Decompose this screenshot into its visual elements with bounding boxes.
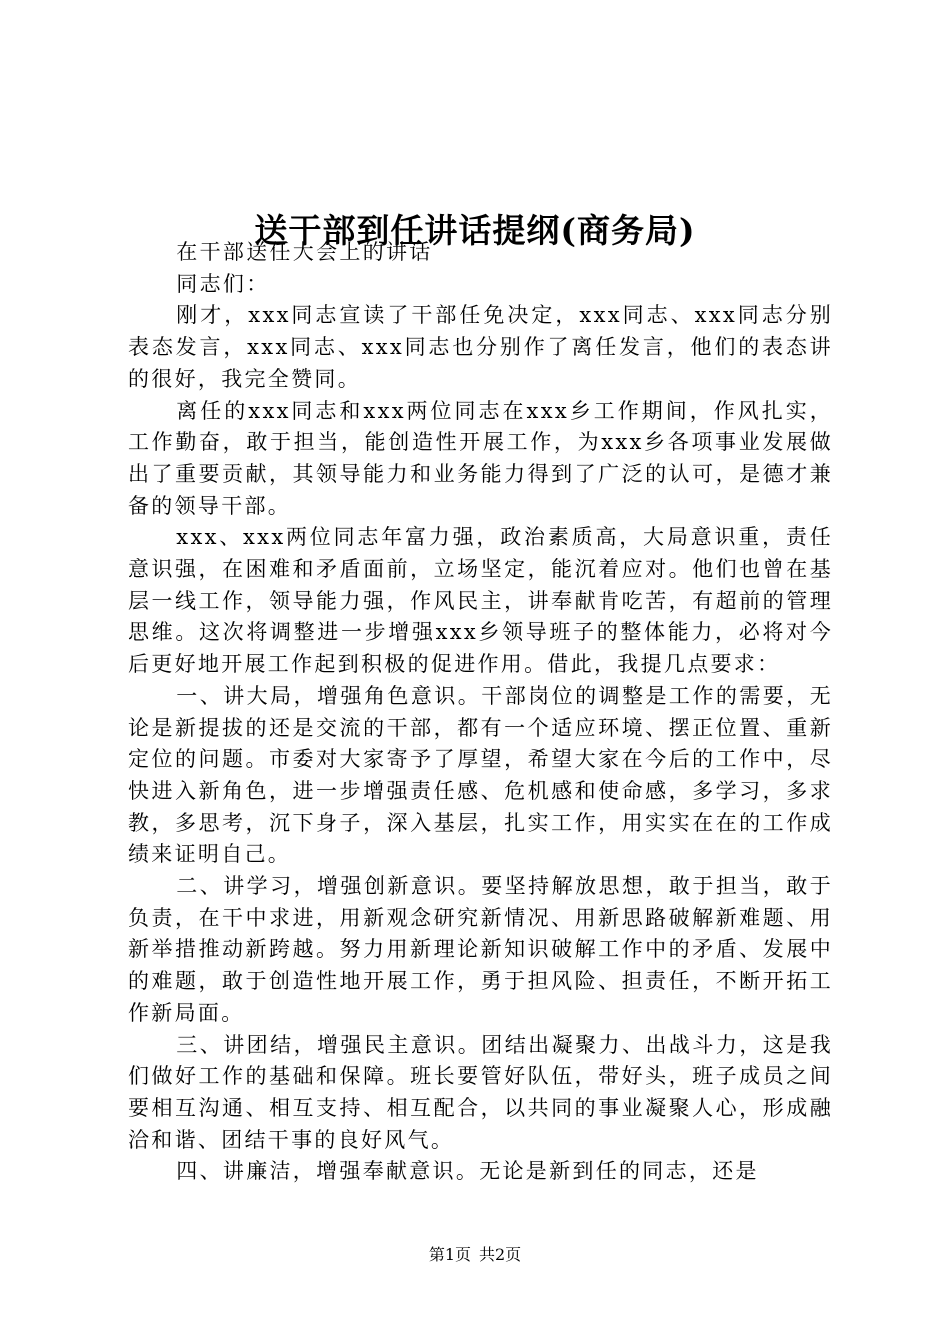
paragraph: 二、讲学习，增强创新意识。要坚持解放思想，敢于担当，敢于负责，在干中求进，用新观念研究新情况、用新思路破解新难题、用新举措推动新跨越。努力用新理论新知识破解工作中的矛盾、发展中的难题，敢于创造性地开展工作，勇于担风险、担责任，不断开拓工作新局面。 — [128, 874, 833, 1025]
paragraph: 四、讲廉洁，增强奉献意识。无论是新到任的同志，还是 — [176, 1159, 759, 1184]
page-number-total: 共2页 — [479, 1245, 522, 1264]
page-number-current: 第1页 — [428, 1245, 471, 1264]
paragraph: 刚才，xxx同志宣读了干部任免决定，xxx同志、xxx同志分别表态发言，xxx同志、xxx同志也分别作了离任发言，他们的表态讲的很好，我完全赞同。 — [128, 303, 833, 391]
paragraph-heading: 在干部送任大会上的讲话 — [176, 240, 433, 264]
paragraph: 三、讲团结，增强民主意识。团结出凝聚力、出战斗力，这是我们做好工作的基础和保障。班长要管好队伍，带好头，班子成员之间要相互沟通、相互支持、相互配合，以共同的事业凝聚人心，形成融洽和谐、团结干事的良好风气。 — [128, 1032, 833, 1152]
paragraph: 离任的xxx同志和xxx两位同志在xxx乡工作期间，作风扎实，工作勤奋，敢于担当，能创造性开展工作，为xxx乡各项事业发展做出了重要贡献，其领导能力和业务能力得到了广泛的认可，是德才兼备的领导干部。 — [128, 398, 833, 518]
paragraph: 一、讲大局，增强角色意识。干部岗位的调整是工作的需要，无论是新提拔的还是交流的干部，都有一个适应环境、摆正位置、重新定位的问题。市委对大家寄予了厚望，希望大家在今后的工作中，尽快进入新角色，进一步增强责任感、危机感和使命感，多学习，多求教，多思考，沉下身子，深入基层，扎实工作，用实实在在的工作成绩来证明自己。 — [128, 683, 833, 867]
paragraph: xxx、xxx两位同志年富力强，政治素质高，大局意识重，责任意识强，在困难和矛盾面前，立场坚定，能沉着应对。他们也曾在基层一线工作，领导能力强，作风民主，讲奉献肯吃苦，有超前的管理思维。这次将调整进一步增强xxx乡领导班子的整体能力，必将对今后更好地开展工作起到积极的促进作用。借此，我提几点要求： — [128, 525, 833, 677]
document-body — [128, 237, 833, 1188]
page-footer — [0, 1243, 950, 1267]
document-title: 送干部到任讲话提纲(商务局) — [254, 211, 696, 251]
paragraph-salutation: 同志们： — [176, 271, 270, 296]
